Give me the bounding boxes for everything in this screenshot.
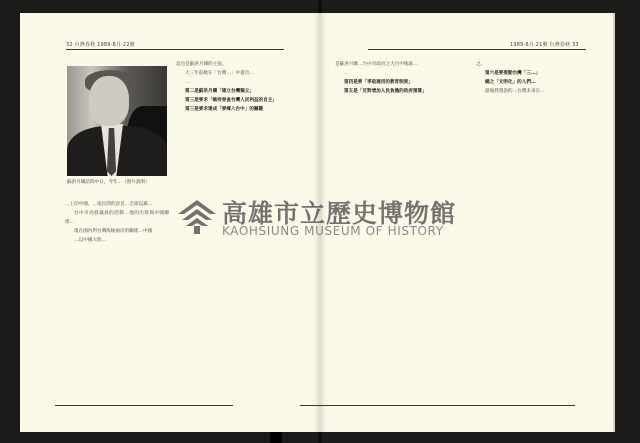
photo-caption: 蘇洪月嬌訪問中日，今年…（照片說明） xyxy=(67,180,150,185)
left-running-head: 32 台灣春秋 1989·8月·22號 xyxy=(66,42,135,48)
right-running-head: 1989·8月·21號 台灣春秋 33 xyxy=(510,42,579,48)
watermark-english-text: KAOHSIUNG MUSEUM OF HISTORY xyxy=(222,224,444,238)
portrait-photo xyxy=(67,66,167,176)
paragraph: 之。 xyxy=(476,62,486,67)
paragraph: …上的中國，…依民間的意見…全部以黨… xyxy=(65,202,153,207)
paragraph xyxy=(476,78,606,87)
left-footer-rule xyxy=(55,405,233,406)
spine-shadow xyxy=(270,432,282,443)
section-heading: 第四是要「爭取適用的教育制度」 xyxy=(344,80,413,85)
right-footer-rule-2 xyxy=(340,405,575,406)
paragraph: 大三年前她在「台灣…」中提出… xyxy=(185,71,254,76)
paragraph xyxy=(476,69,606,78)
paragraph: …以中國大陸… xyxy=(74,238,107,243)
right-header-rule xyxy=(368,49,586,50)
section-heading: 第五是「反對增加人民負擔的政府預算」 xyxy=(344,89,427,94)
section-heading: 第三是要求「維持普查台灣人民利益的自主」 xyxy=(185,98,277,103)
section-heading: 第三是要求達成「要鄉入台中」的關鍵 xyxy=(185,107,264,112)
paragraph: … xyxy=(344,71,349,76)
paragraph xyxy=(176,105,318,114)
paragraph: … xyxy=(185,80,190,85)
paragraph xyxy=(335,78,465,87)
watermark-chinese-text: 高雄市立歷史博物館 xyxy=(222,199,457,228)
paragraph xyxy=(176,87,318,96)
paragraph: 是蘇洪月嬌…台中市政府之大台中地區… xyxy=(335,62,418,67)
paragraph xyxy=(176,96,318,105)
left-header-rule xyxy=(66,49,284,50)
section-heading: 第六是要推動台灣「三…」 xyxy=(485,71,541,76)
section-heading: 總之「文明化」的人們… xyxy=(485,80,536,85)
right-page-column-2 xyxy=(476,60,606,400)
section-heading: 第二是蘇洪月嬌「建立台灣獨立」 xyxy=(185,89,254,94)
left-page-column-2 xyxy=(176,60,318,400)
paragraph: 最後我想說的…台灣未來在… xyxy=(485,89,545,94)
paragraph xyxy=(335,87,465,96)
paragraph: 現在國內對台灣海峽兩岸的關係…中國 xyxy=(74,229,153,234)
paragraph: 台中市高發議員的活動…他的出發與中國關係… xyxy=(65,211,169,225)
paragraph: 這也是蘇洪月嬌的主張。 xyxy=(176,62,227,67)
left-page-column-1 xyxy=(65,200,169,400)
right-page-column-1 xyxy=(335,60,465,400)
